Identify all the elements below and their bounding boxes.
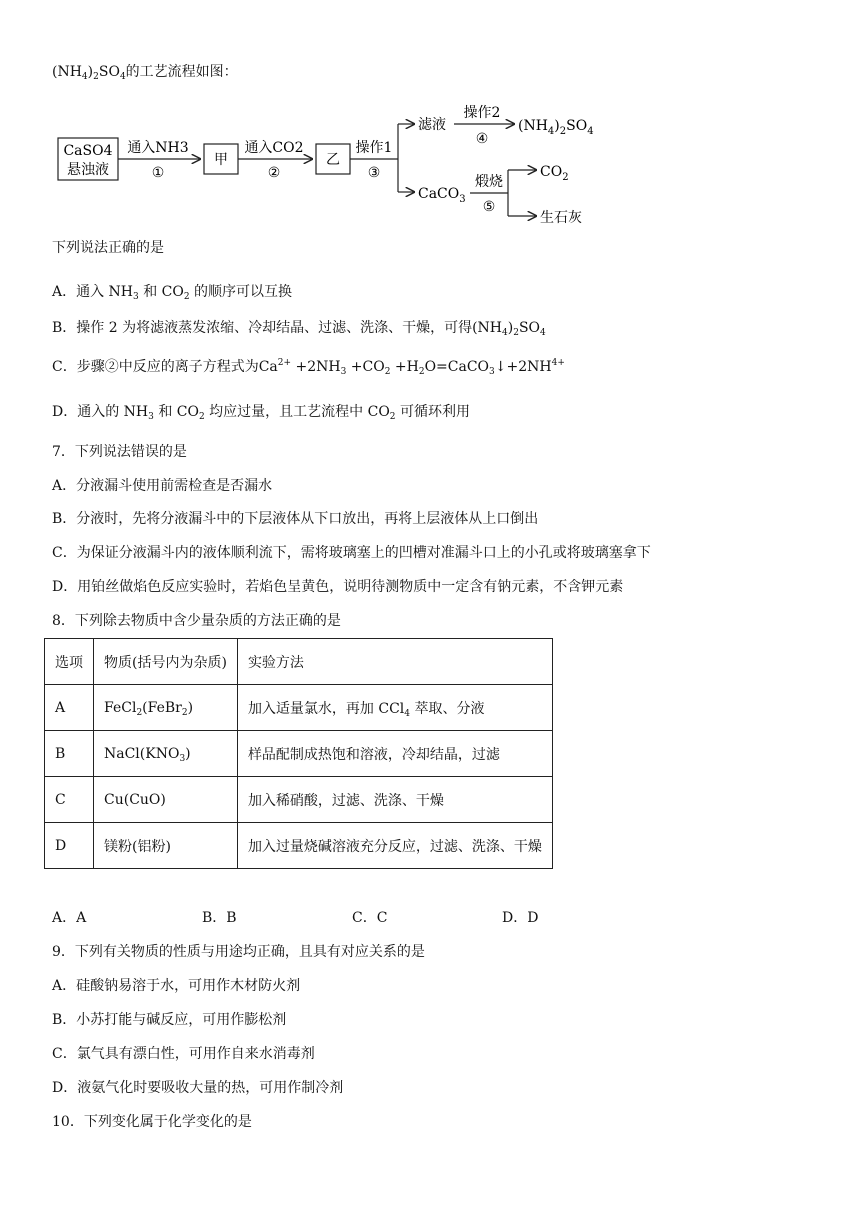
caso4-label: CaSO4: [63, 143, 113, 159]
table-row: [45, 823, 553, 869]
table-row: [45, 685, 553, 731]
step3-label: 操作1: [355, 140, 393, 156]
table-cell-method: 样品配制成热饱和溶液，冷却结晶，过滤: [237, 731, 552, 777]
process-flow-diagram: [52, 100, 612, 230]
q8-stem: 8．下列除去物质中含少量杂质的方法正确的是: [52, 613, 341, 629]
q6-option-d: D．通入的 $NH_3$ 和 $CO_2$ 均应过量，且工艺流程中 $CO_2$ 可循环利用: [52, 404, 470, 422]
q7-stem: 7．下列说法错误的是: [52, 444, 187, 460]
q6-stem: 下列说法正确的是: [52, 240, 164, 256]
header-option: 选项: [45, 639, 94, 685]
q9-option-d: D．液氨气化时要吸收大量的热，可用作制冷剂: [52, 1080, 344, 1096]
step5-label: 煅烧: [475, 174, 503, 190]
q7-option-b: B．分液时，先将分液漏斗中的下层液体从下口放出，再将上层液体从上口倒出: [52, 511, 539, 527]
table-cell-option: A: [45, 685, 94, 731]
q8-option-b: B．B: [202, 910, 237, 926]
step1-label: 通入NH3: [127, 140, 189, 156]
jia-label: 甲: [214, 152, 228, 168]
intro-text: $(NH_4)_2SO_4$的工艺流程如图：: [52, 64, 238, 82]
co2-label: $CO_2$: [540, 164, 569, 183]
table-row: [45, 731, 553, 777]
q10-stem: 10．下列变化属于化学变化的是: [52, 1114, 252, 1130]
step4-label: 操作2: [463, 105, 501, 121]
q9-stem: 9．下列有关物质的性质与用途均正确，且具有对应关系的是: [52, 944, 425, 960]
step2-label: 通入CO2: [244, 140, 304, 156]
table-cell-substance: Cu(CuO): [94, 777, 238, 823]
table-cell-substance: $NaCl(KNO_3)$: [94, 731, 238, 777]
header-method: 实验方法: [237, 639, 552, 685]
table-cell-option: B: [45, 731, 94, 777]
step5-number: ⑤: [482, 199, 496, 215]
caco3-label: CaCO$_3$: [418, 186, 466, 205]
filtrate-label: 滤液: [418, 117, 446, 133]
table-cell-option: D: [45, 823, 94, 869]
table-header-row: [45, 639, 553, 685]
table-cell-method: 加入稀硝酸，过滤、洗涤、干燥: [237, 777, 552, 823]
table-cell-substance: FeCl$_2$(FeBr$_2$): [94, 685, 238, 731]
table-cell-substance: 镁粉(铝粉): [94, 823, 238, 869]
table-cell-method: 加入过量烧碱溶液充分反应，过滤、洗涤、干燥: [237, 823, 552, 869]
q7-option-c: C．为保证分液漏斗内的液体顺利流下，需将玻璃塞上的凹槽对准漏斗口上的小孔或将玻璃塞拿下: [52, 545, 651, 561]
step3-number: ③: [367, 165, 381, 181]
header-substance: 物质(括号内为杂质): [94, 639, 238, 685]
step2-number: ②: [267, 165, 281, 181]
q8-option-a: A．A: [52, 910, 87, 926]
q8-table: [44, 638, 553, 869]
table-row: [45, 777, 553, 823]
q8-option-d: D．D: [502, 910, 539, 926]
q7-option-a: A．分液漏斗使用前需检查是否漏水: [52, 478, 273, 494]
step1-number: ①: [151, 165, 165, 181]
step4-number: ④: [475, 131, 489, 147]
q8-option-c: C．C: [352, 910, 388, 926]
q6-option-c: C．步骤②中反应的离子方程式为$Ca^{2+} +2NH_3 +CO_2$ $+H_2O=CaCO_3↓+2NH^{4+}$: [52, 358, 565, 377]
q9-option-c: C．氯气具有漂白性，可用作自来水消毒剂: [52, 1046, 315, 1062]
quicklime-label: 生石灰: [540, 210, 582, 226]
q6-option-b: B．操作 2 为将滤液蒸发浓缩、冷却结晶、过滤、洗涤、干燥，可得$(NH_4)_2SO_4$: [52, 320, 546, 338]
product-label: $(NH_4)_2SO_4$: [518, 118, 594, 137]
q8-options: [52, 908, 538, 928]
yi-label: 乙: [326, 152, 340, 168]
q7-option-d: D．用铂丝做焰色反应实验时，若焰色呈黄色，说明待测物质中一定含有钠元素，不含钾元素: [52, 579, 624, 595]
table-cell-option: C: [45, 777, 94, 823]
q6-option-a: A．通入 $NH_3$ 和 $CO_2$ 的顺序可以互换: [52, 284, 293, 302]
table-cell-method: 加入适量氯水，再加 CCl$_4$ 萃取、分液: [237, 685, 552, 731]
q9-option-b: B．小苏打能与碱反应，可用作膨松剂: [52, 1012, 287, 1028]
q9-option-a: A．硅酸钠易溶于水，可用作木材防火剂: [52, 978, 301, 994]
suspension-label: 悬浊液: [67, 162, 109, 178]
